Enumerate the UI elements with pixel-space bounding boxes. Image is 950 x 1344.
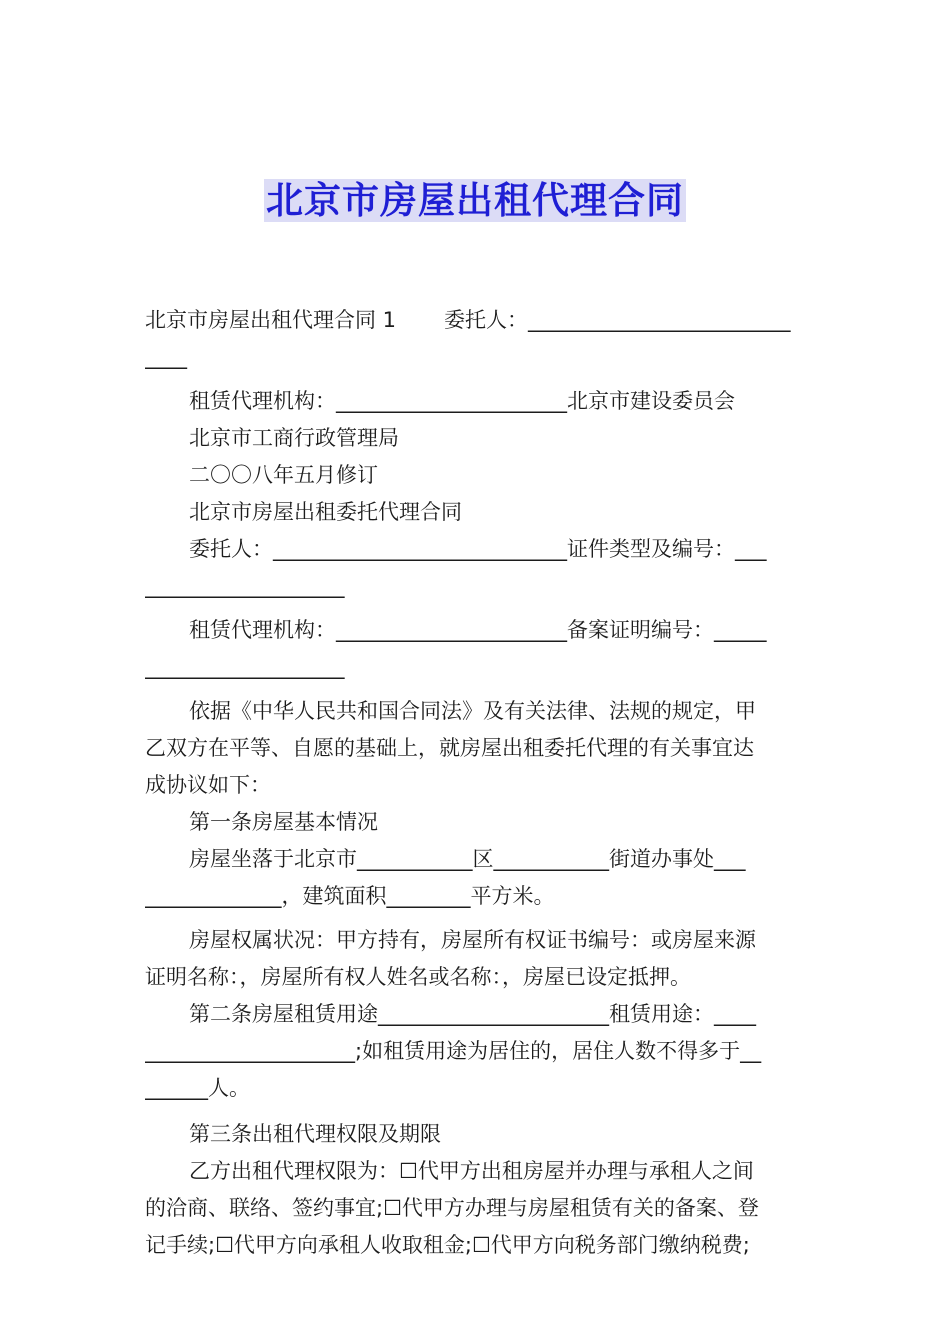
paragraph-line: 证明名称：，房屋所有权人姓名或名称：，房屋已设定抵押。 (145, 965, 691, 989)
paragraph-line: ___________________ (145, 574, 345, 598)
principal-field: 委托人：_________________________ (444, 308, 791, 332)
paragraph-line: ____________________;如租赁用途为居住的，居住人数不得多于__ (145, 1039, 762, 1063)
paragraph-line: 二〇〇八年五月修订 (189, 463, 378, 487)
paragraph-line: ____ (145, 345, 187, 369)
paragraph-line: 乙方出租代理权限为：☐代甲方出租房屋并办理与承租人之间 (189, 1159, 754, 1183)
paragraph-line: ______人。 (145, 1076, 250, 1100)
paragraph-line (145, 302, 805, 339)
paragraph-line: 的洽商、联络、签约事宜;☐代甲方办理与房屋租赁有关的备案、登 (145, 1196, 759, 1220)
section-heading: 第一条房屋基本情况 (189, 810, 378, 834)
paragraph-line: 租赁代理机构：______________________备案证明编号：_____ (189, 618, 767, 642)
paragraph-line: 乙双方在平等、自愿的基础上，就房屋出租委托代理的有关事宜达 (145, 736, 754, 760)
doc-heading-inline: 北京市房屋出租代理合同 1 (145, 308, 397, 332)
document-title (0, 176, 950, 226)
section-heading: 第二条房屋租赁用途______________________租赁用途：____ (189, 1002, 756, 1026)
paragraph-line: 北京市房屋出租委托代理合同 (189, 500, 462, 524)
paragraph-line: 成协议如下： (145, 773, 271, 797)
section-heading: 第三条出租代理权限及期限 (189, 1122, 441, 1146)
paragraph-line: 依据《中华人民共和国合同法》及有关法律、法规的规定，甲 (189, 699, 756, 723)
paragraph-line: _____________，建筑面积________平方米。 (145, 884, 555, 908)
paragraph-line: 记手续;☐代甲方向承租人收取租金;☐代甲方向税务部门缴纳税费; (145, 1233, 750, 1257)
paragraph-line: 租赁代理机构：______________________北京市建设委员会 (189, 389, 735, 413)
title-text: 北京市房屋出租代理合同 (266, 179, 684, 222)
paragraph-line: 房屋坐落于北京市___________区___________街道办事处___ (189, 847, 746, 871)
paragraph-line: ___________________ (145, 655, 345, 679)
paragraph-line: 委托人：____________________________证件类型及编号：___ (189, 537, 767, 561)
document-body (145, 302, 805, 1264)
paragraph-line: 房屋权属状况：甲方持有，房屋所有权证书编号：或房屋来源 (189, 928, 756, 952)
paragraph-line: 北京市工商行政管理局 (189, 426, 399, 450)
